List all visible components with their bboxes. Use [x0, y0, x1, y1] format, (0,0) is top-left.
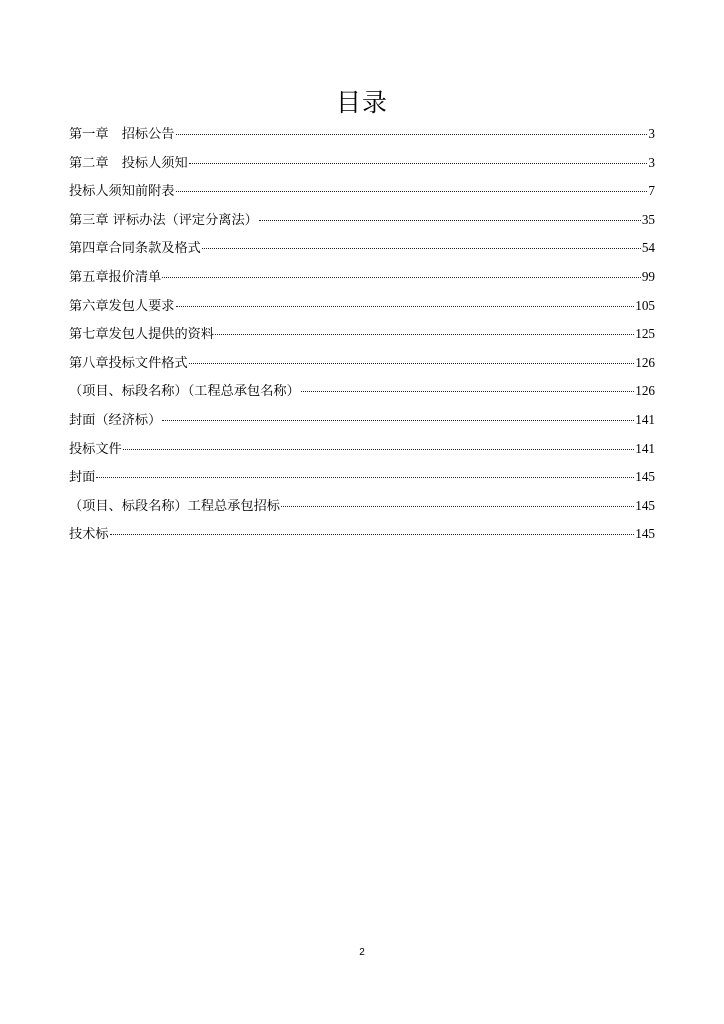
toc-dot-leader — [176, 133, 648, 135]
toc-entry-page: 35 — [641, 211, 655, 227]
toc-entry[interactable] — [69, 320, 655, 349]
table-of-contents — [69, 120, 655, 549]
toc-entry-text: 第二章 投标人须知 — [69, 155, 188, 171]
toc-dot-leader — [259, 219, 641, 221]
toc-entry-page: 145 — [635, 497, 655, 513]
toc-entry-text: 封面 — [69, 470, 96, 486]
toc-entry[interactable] — [69, 292, 655, 321]
toc-entry-text: 技术标 — [69, 527, 109, 543]
toc-entry-text: 第七章发包人提供的资料 — [69, 327, 215, 343]
toc-entry[interactable] — [69, 349, 655, 378]
toc-dot-leader — [215, 333, 634, 335]
toc-entry-text: 第四章合同条款及格式 — [69, 241, 201, 257]
toc-dot-leader — [96, 476, 634, 478]
toc-entry-text: 第三章 评标办法（评定分离法） — [69, 212, 258, 228]
toc-entry[interactable] — [69, 206, 655, 235]
toc-entry-text: 投标文件 — [69, 441, 122, 457]
toc-dot-leader — [189, 362, 635, 364]
toc-dot-leader — [176, 190, 648, 192]
toc-entry-page: 3 — [648, 154, 655, 170]
toc-entry-page: 7 — [648, 183, 655, 199]
toc-entry-text: 第五章报价清单 — [69, 269, 162, 285]
toc-entry-page: 141 — [635, 440, 655, 456]
toc-entry-page: 126 — [635, 354, 655, 370]
toc-entry[interactable] — [69, 177, 655, 206]
toc-entry[interactable] — [69, 120, 655, 149]
toc-entry-text: 第六章发包人要求 — [69, 298, 175, 314]
toc-entry-page: 99 — [641, 268, 655, 284]
toc-entry-page: 145 — [635, 469, 655, 485]
toc-dot-leader — [301, 390, 634, 392]
toc-dot-leader — [176, 305, 635, 307]
toc-entry-page: 3 — [648, 126, 655, 141]
toc-dot-leader — [202, 247, 641, 249]
toc-entry[interactable] — [69, 149, 655, 178]
toc-entry[interactable] — [69, 520, 655, 549]
toc-entry[interactable] — [69, 377, 655, 406]
toc-entry[interactable] — [69, 463, 655, 492]
toc-entry-text: 第八章投标文件格式 — [69, 355, 188, 371]
toc-dot-leader — [281, 505, 634, 507]
toc-dot-leader — [110, 533, 635, 535]
toc-dot-leader — [162, 276, 641, 278]
toc-entry-page: 54 — [641, 240, 655, 256]
toc-entry[interactable] — [69, 234, 655, 263]
toc-dot-leader — [189, 162, 648, 164]
toc-entry-text: （项目、标段名称）（工程总承包名称） — [69, 384, 300, 400]
toc-entry[interactable] — [69, 406, 655, 435]
toc-entry-page: 105 — [635, 297, 655, 313]
toc-entry-page: 145 — [635, 526, 655, 542]
toc-entry-page: 125 — [635, 326, 655, 342]
toc-entry-text: 封面（经济标） — [69, 412, 162, 428]
toc-entry-page: 126 — [635, 383, 655, 399]
toc-entry-text: 投标人须知前附表 — [69, 184, 175, 200]
toc-title: 目录 — [335, 88, 388, 117]
page-number: 2 — [359, 947, 365, 958]
toc-entry[interactable] — [69, 492, 655, 521]
toc-entry-page: 141 — [635, 411, 655, 427]
toc-dot-leader — [162, 419, 634, 421]
toc-entry[interactable] — [69, 435, 655, 464]
toc-dot-leader — [123, 448, 634, 450]
toc-entry-text: 第一章 招标公告 — [69, 127, 175, 142]
toc-entry-text: （项目、标段名称）工程总承包招标 — [69, 498, 280, 514]
toc-entry[interactable] — [69, 263, 655, 292]
